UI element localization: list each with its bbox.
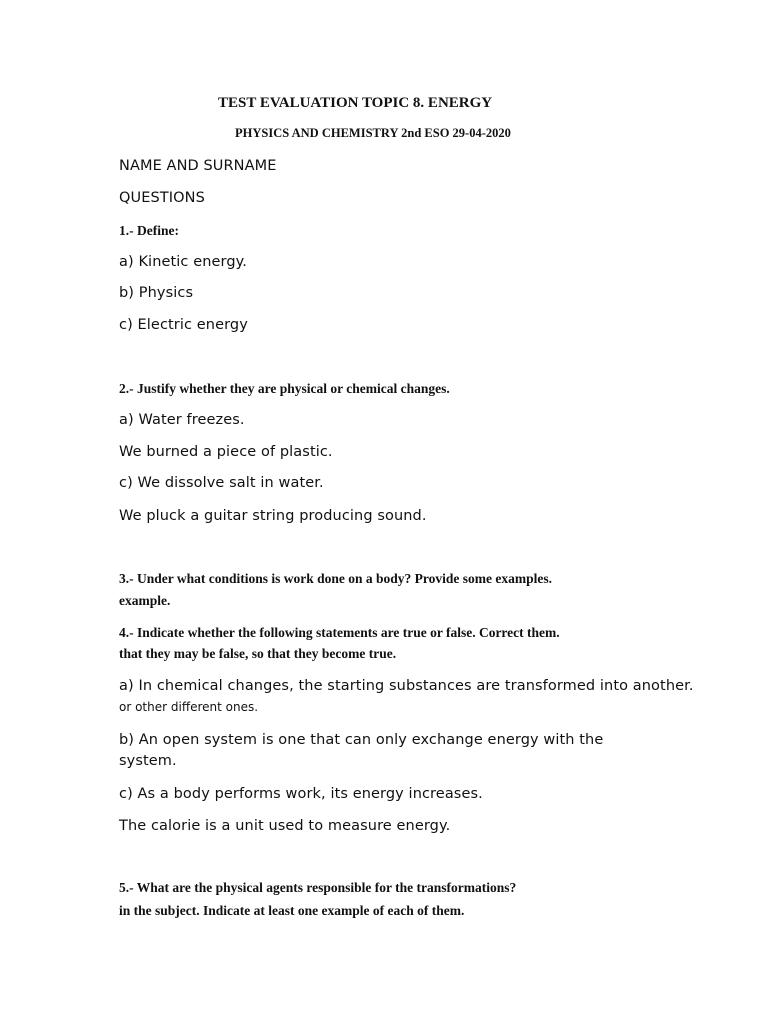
question-4-item-d: The calorie is a unit used to measure energy. [119, 818, 451, 834]
question-2-item-a: a) Water freezes. [119, 412, 245, 428]
question-1-item-b: b) Physics [119, 285, 194, 301]
question-5-heading-line-1: 5.- What are the physical agents responsible for the transformations? [119, 880, 517, 895]
question-1-item-a: a) Kinetic energy. [119, 254, 247, 270]
question-2-item-c: c) We dissolve salt in water. [119, 475, 324, 491]
question-5-heading-line-2: in the subject. Indicate at least one example of each of them. [119, 903, 465, 918]
question-4-item-a-line-2: or other different ones. [119, 700, 259, 714]
question-3-heading-line-1: 3.- Under what conditions is work done on a body? Provide some examples. [119, 571, 553, 586]
question-2-heading: 2.- Justify whether they are physical or chemical changes. [119, 381, 450, 396]
question-4-item-b-line-2: system. [119, 753, 177, 769]
question-2-item-d: We pluck a guitar string producing sound. [119, 508, 427, 524]
question-4-heading-line-2: that they may be false, so that they become true. [119, 646, 397, 661]
question-2-item-b: We burned a piece of plastic. [119, 444, 333, 460]
question-3-heading-line-2: example. [119, 593, 171, 608]
question-1-item-c: c) Electric energy [119, 317, 248, 333]
question-4-item-a-line-1: a) In chemical changes, the starting substances are transformed into another. [119, 678, 694, 694]
page-title: TEST EVALUATION TOPIC 8. ENERGY [218, 95, 493, 111]
page-subtitle: PHYSICS AND CHEMISTRY 2nd ESO 29-04-2020 [235, 126, 511, 140]
question-4-item-c: c) As a body performs work, its energy increases. [119, 786, 483, 802]
name-surname-label: NAME AND SURNAME [119, 158, 277, 174]
question-1-heading: 1.- Define: [119, 223, 179, 238]
questions-label: QUESTIONS [119, 190, 205, 206]
question-4-item-b-line-1: b) An open system is one that can only exchange energy with the [119, 732, 604, 748]
question-4-heading-line-1: 4.- Indicate whether the following statements are true or false. Correct them. [119, 625, 560, 640]
